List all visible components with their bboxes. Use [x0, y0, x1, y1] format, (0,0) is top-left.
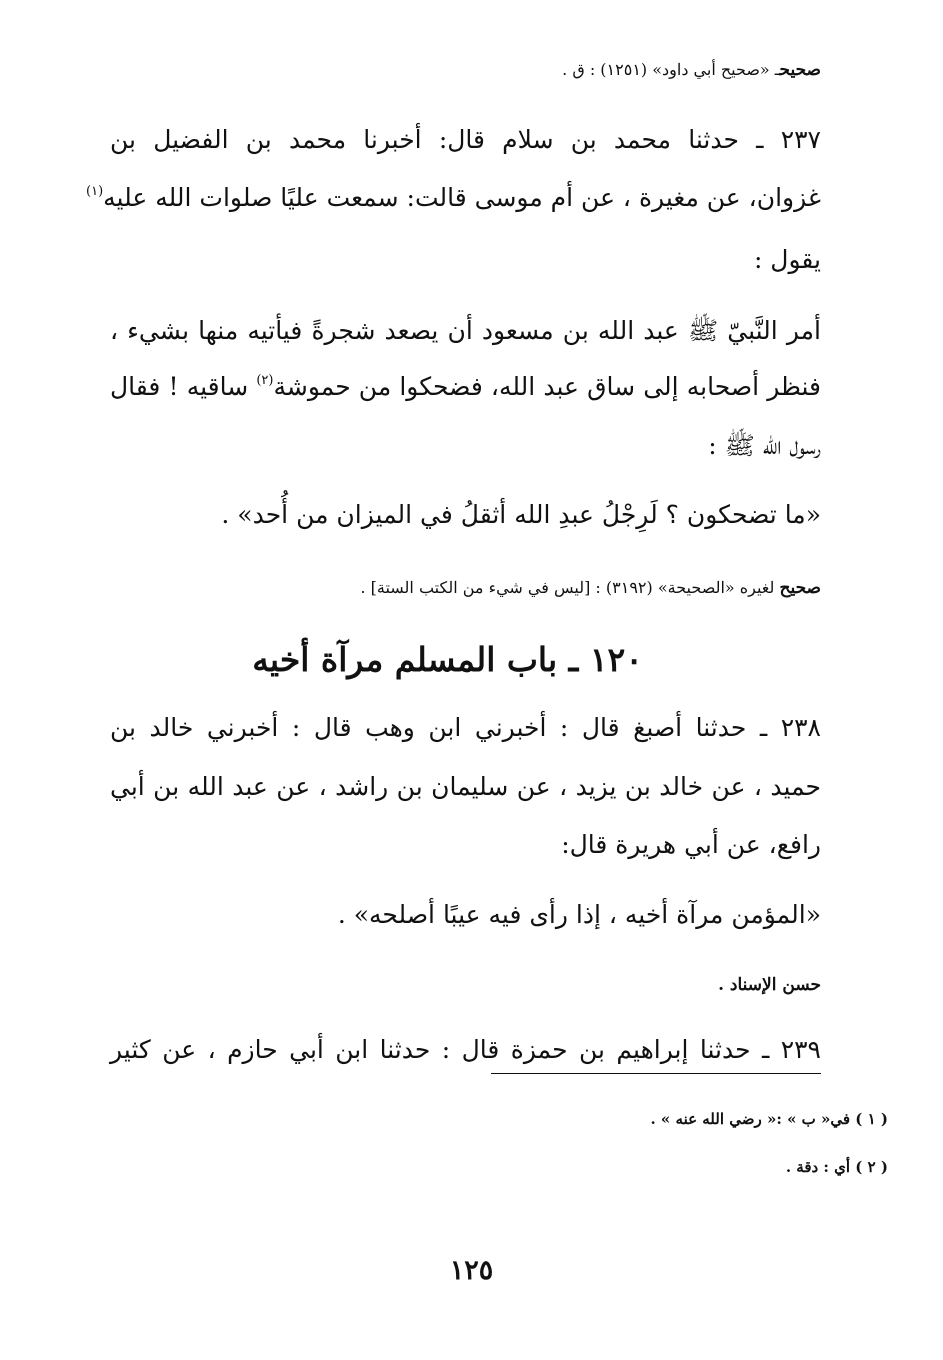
hadith-237-line-2	[86, 183, 821, 212]
footnote-1: ( ١ ) في« ب » :« رضي الله عنه » .	[650, 1110, 888, 1128]
footnote-ref-1: (١)	[86, 184, 104, 199]
page-number: ١٢٥	[449, 1255, 494, 1286]
hadith-237-quote: «ما تضحكون ؟ لَرِجْلُ عبدِ الله أثقلُ في الميزان من أُحد» .	[221, 500, 821, 529]
hadith-238-line-1: ٢٣٨ ـ حدثنا أصبغ قال : أخبرني ابن وهب قال : أخبرني خالد بن	[110, 713, 821, 742]
hadith-238-line-3: رافع، عن أبي هريرة قال:	[561, 830, 821, 859]
chapter-heading: ١٢٠ ـ باب المسلم مرآة أخيه	[252, 640, 643, 679]
hadith-238-line-2: حميد ، عن خالد بن يزيد ، عن سليمان بن راشد ، عن عبد الله بن أبي	[110, 772, 821, 801]
footnote-2: ( ٢ ) أي : دقة .	[785, 1158, 888, 1176]
hadith-237-line-3: يقول :	[753, 245, 821, 274]
header-reference: ـ «صحيح أبي داود» (١٢٥١) : ق .	[562, 60, 780, 79]
hadith-237-grade-note: لغيره «الصحيحة» (٣١٩٢) : [ليس في شيء من الكتب الستة] .	[360, 578, 780, 597]
hadith-237-grade: صحيح	[779, 578, 821, 598]
footnote-ref-2: (٢)	[256, 373, 274, 388]
hadith-237-line-4: أمر النَّبيّ ﷺ عبد الله بن مسعود أن يصعد شجرةً فيأتيه منها بشيء ،	[110, 316, 821, 345]
footnote-separator	[491, 1073, 821, 1074]
hadith-239-line-1: ٢٣٩ ـ حدثنا إبراهيم بن حمزة قال : حدثنا ابن أبي حازم ، عن كثير	[110, 1035, 821, 1064]
hadith-237-line-6: رسول الله ﷺ :	[708, 431, 821, 460]
header-grade: صحيح	[779, 60, 821, 80]
hadith-237-line-5a: فنظر أصحابه إلى ساق عبد الله، فضحكوا من حموشة	[273, 372, 821, 401]
hadith-237-grade-line	[110, 578, 821, 598]
header-grade-line	[110, 60, 821, 80]
hadith-237-line-5	[110, 372, 821, 401]
hadith-237-line-5b: ساقيه ! فقال	[110, 372, 257, 401]
hadith-237-line-1: ٢٣٧ ـ حدثنا محمد بن سلام قال: أخبرنا محمد بن الفضيل بن	[110, 125, 821, 154]
hadith-237-line-2-text: غزوان، عن مغيرة ، عن أم موسى قالت: سمعت عليًا صلوات الله عليه	[103, 183, 821, 212]
hadith-238-grade: حسن الإسناد .	[718, 975, 821, 995]
hadith-238-quote: «المؤمن مرآة أخيه ، إذا رأى فيه عيبًا أصلحه» .	[337, 900, 821, 929]
